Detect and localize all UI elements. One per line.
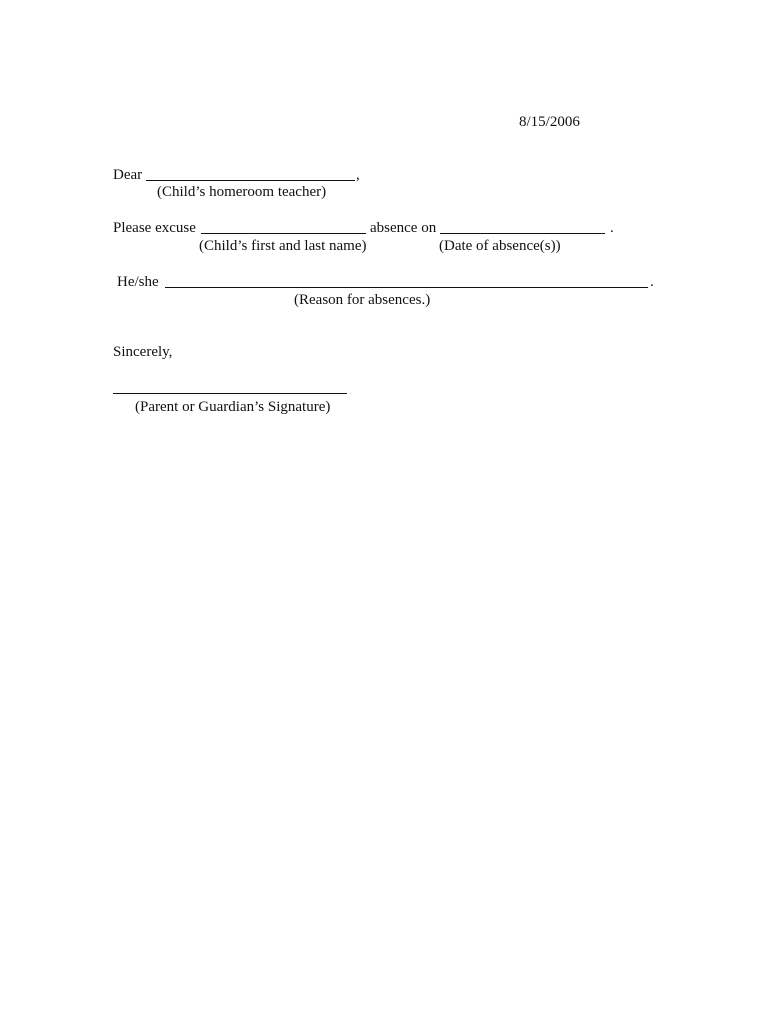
signature-caption: (Parent or Guardian’s Signature) (135, 399, 331, 415)
reason-caption: (Reason for absences.) (294, 292, 431, 308)
child-name-blank[interactable] (201, 233, 366, 234)
reason-prefix: He/she (117, 274, 159, 290)
reason-blank[interactable] (165, 287, 648, 288)
absence-date-caption: (Date of absence(s)) (439, 238, 561, 254)
teacher-name-blank[interactable] (146, 180, 355, 181)
excuse-period: . (610, 220, 614, 236)
child-name-caption: (Child’s first and last name) (199, 238, 367, 254)
reason-period: . (650, 274, 654, 290)
closing: Sincerely, (113, 344, 173, 360)
teacher-caption: (Child’s homeroom teacher) (157, 184, 327, 200)
excuse-middle: absence on (370, 220, 437, 236)
greeting-comma: , (356, 167, 360, 183)
excuse-prefix: Please excuse (113, 220, 196, 236)
greeting-prefix: Dear (113, 167, 143, 183)
signature-blank[interactable] (113, 393, 347, 394)
letter-date: 8/15/2006 (519, 114, 580, 130)
absence-date-blank[interactable] (440, 233, 605, 234)
